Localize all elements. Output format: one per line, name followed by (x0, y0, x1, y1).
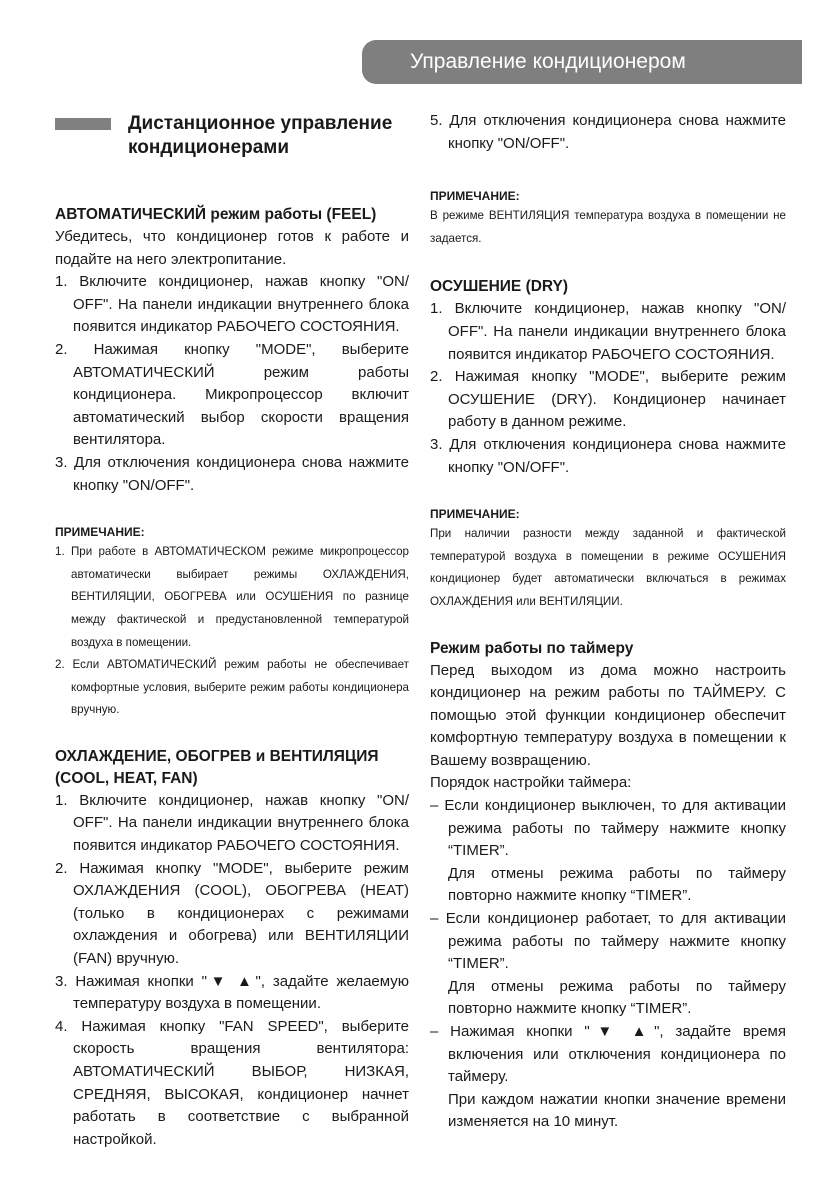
feel-note-1: 1. При работе в АВТОМАТИЧЕСКОМ режиме микропроцессор автоматически выбирает режимы ОХЛАЖДЕНИЯ, ВЕНТИЛЯЦИИ, ОБОГРЕВА или ОСУШЕНИЯ по разнице между фактической и предустановленной температурой воздуха в помещении. (55, 545, 409, 649)
timer-item-3-sub: При каждом нажатии кнопки значение времени изменяется на 10 минут. (448, 1090, 786, 1131)
dry-note: При наличии разности между заданной и фактической температурой воздуха в помещении в режиме ОСУШЕНИЯ кондиционер будет автоматически включаться в режимах ОХЛАЖДЕНИЯ или ВЕНТИЛЯЦИИ. (430, 527, 786, 608)
timer-item-1-text: – Если кондиционер выключен, то для активации режима работы по таймеру нажмите кнопку “TIMER”. (430, 797, 786, 860)
feel-note-heading: ПРИМЕЧАНИЕ: (55, 525, 145, 540)
timer-item-2-sub: Для отмены режима работы по таймеру повторно нажмите кнопку “TIMER”. (448, 977, 786, 1018)
section-header-tab (362, 40, 802, 84)
timer-order: Порядок настройки таймера: (430, 774, 632, 792)
right-column (430, 110, 786, 1134)
title-marker-bar (55, 118, 111, 130)
dry-note-heading: ПРИМЕЧАНИЕ: (430, 507, 520, 522)
cool-steps (55, 790, 409, 1152)
timer-steps (430, 795, 786, 1134)
cool-heading: ОХЛАЖДЕНИЕ, ОБОГРЕВ и ВЕНТИЛЯЦИЯ (COOL, HEAT, FAN) (55, 747, 379, 787)
timer-intro: Перед выходом из дома можно настроить кондиционер на режим работы по ТАЙМЕРУ. С помощью этой функции кондиционер обеспечит комфортную температуру воздуха в помещении к Вашему возвращению. (430, 661, 786, 769)
cool-step-1: 1. Включите кондиционер, нажав кнопку "ON/ OFF". На панели индикации внутреннего блока появится индикатор РАБОЧЕГО СОСТОЯНИЯ. (55, 791, 409, 855)
dry-step-1: 1. Включите кондиционер, нажав кнопку "ON/ OFF". На панели индикации внутреннего блока появится индикатор РАБОЧЕГО СОСТОЯНИЯ. (430, 300, 786, 363)
timer-item-1-sub: Для отмены режима работы по таймеру повторно нажмите кнопку “TIMER”. (448, 864, 786, 905)
timer-item-2 (430, 908, 786, 976)
feel-heading: АВТОМАТИЧЕСКИЙ режим работы (FEEL) (55, 206, 377, 223)
page-title-block (55, 112, 409, 160)
cool-steps-continued (430, 110, 786, 155)
feel-intro: Убедитесь, что кондиционер готов к работе и подайте на него электропитание. (55, 228, 409, 268)
feel-step-2: 2. Нажимая кнопку "MODE", выберите АВТОМАТИЧЕСКИЙ режим работы кондиционера. Микропроцессор включит автоматический выбор скорости вращения вентилятора. (55, 340, 409, 449)
left-column (55, 110, 409, 1151)
feel-note-2: 2. Если АВТОМАТИЧЕСКИЙ режим работы не обеспечивает комфортные условия, выберите режим работы кондиционера вручную. (55, 658, 409, 717)
timer-item-1 (430, 795, 786, 863)
cool-step-5: 5. Для отключения кондиционера снова нажмите кнопку "ON/OFF". (430, 112, 786, 152)
feel-step-3: 3. Для отключения кондиционера снова нажмите кнопку "ON/OFF". (55, 453, 409, 494)
fan-note: В режиме ВЕНТИЛЯЦИЯ температура воздуха в помещении не задается. (430, 209, 786, 245)
timer-item-2-text: – Если кондиционер работает, то для активации режима работы по таймеру нажмите кнопку “TIMER”. (430, 910, 786, 973)
dry-step-2: 2. Нажимая кнопку "MODE", выберите режим ОСУШЕНИЕ (DRY). Кондиционер начинает работу в данном режиме. (430, 368, 786, 431)
fan-note-heading: ПРИМЕЧАНИЕ: (430, 189, 520, 204)
feel-notes (55, 541, 409, 722)
timer-heading: Режим работы по таймеру (430, 639, 634, 657)
timer-item-3 (430, 1021, 786, 1089)
section-header-title: Управление кондиционером (410, 50, 686, 73)
dry-step-3: 3. Для отключения кондиционера снова нажмите кнопку "ON/OFF". (430, 435, 786, 476)
dry-steps (430, 298, 786, 479)
timer-item-3-text: – Нажимая кнопки "▼ ▲", задайте время включения или отключения кондиционера по таймеру. (430, 1023, 786, 1086)
cool-step-3: 3. Нажимая кнопки "▼ ▲", задайте желаемую температуру воздуха в помещении. (55, 972, 409, 1013)
dry-heading: ОСУШЕНИЕ (DRY) (430, 278, 569, 296)
cool-step-2: 2. Нажимая кнопку "MODE", выберите режим ОХЛАЖДЕНИЯ (COOL), ОБОГРЕВА (HEAT) (только в кондиционерах с режимами охлаждения и обогрева) или ВЕНТИЛЯЦИИ (FAN) вручную. (55, 859, 409, 968)
feel-steps (55, 271, 409, 497)
page-title: Дистанционное управление кондиционерами (128, 113, 393, 158)
feel-step-1: 1. Включите кондиционер, нажав кнопку "ON/ OFF". На панели индикации внутреннего блока появится индикатор РАБОЧЕГО СОСТОЯНИЯ. (55, 273, 409, 336)
cool-step-4: 4. Нажимая кнопку "FAN SPEED", выберите скорость вращения вентилятора: АВТОМАТИЧЕСКИЙ ВЫБОР, НИЗКАЯ, СРЕДНЯЯ, ВЫСОКАЯ, кондиционер начнет работать в соответствие с выбранной настройкой. (55, 1017, 409, 1148)
